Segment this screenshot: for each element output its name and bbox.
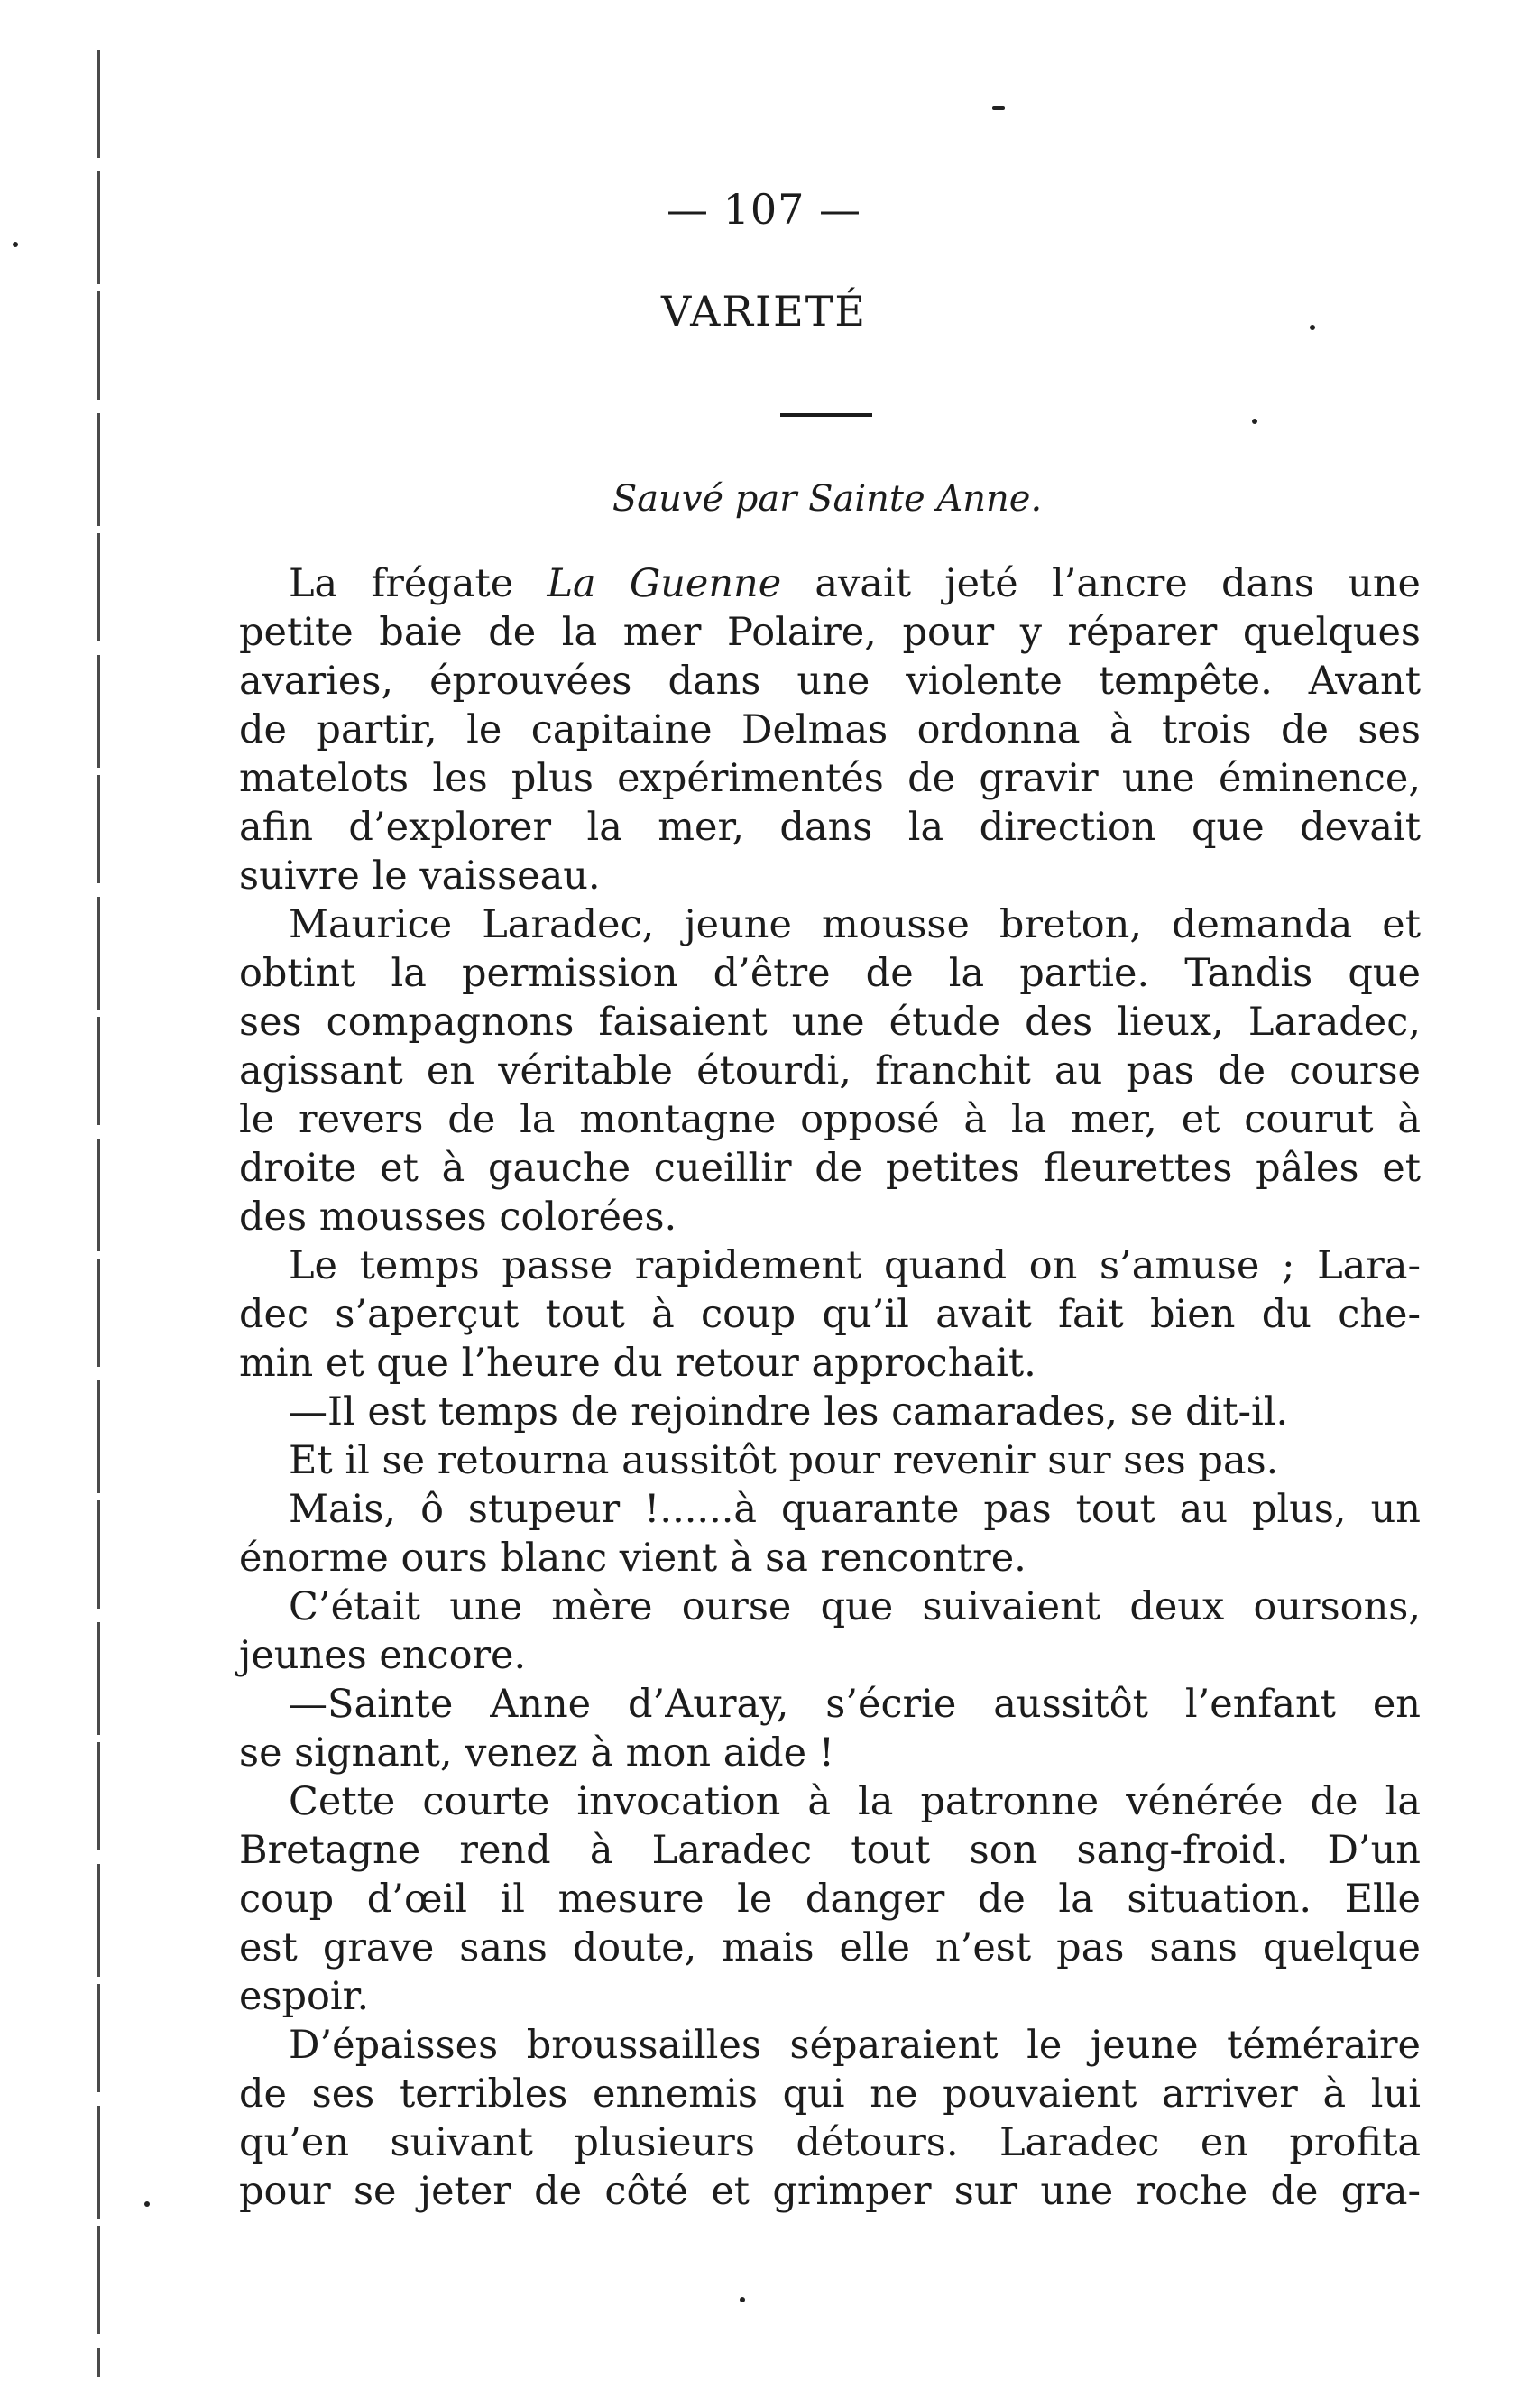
story-subtitle: Sauvé par Sainte Anne. bbox=[612, 478, 1043, 520]
text-line: de ses terribles ennemis qui ne pouvaient arriver à lui bbox=[239, 2071, 1421, 2117]
text-line: matelots les plus expérimentés de gravir une éminence, bbox=[239, 756, 1421, 801]
title-rule bbox=[780, 413, 872, 417]
ink-speck bbox=[740, 2297, 745, 2302]
text-line: afin d’explorer la mer, dans la direction que devait bbox=[239, 805, 1421, 850]
page-number: — 107 — bbox=[666, 185, 862, 234]
text-fragment: La frégate bbox=[289, 561, 548, 606]
text-line: se signant, venez à mon aide ! bbox=[239, 1730, 835, 1776]
ink-speck bbox=[992, 106, 1005, 110]
text-line: le revers de la montagne opposé à la mer, et courut à bbox=[239, 1097, 1421, 1142]
text-line: suivre le vaisseau. bbox=[239, 853, 601, 899]
section-title: VARIETÉ bbox=[661, 287, 867, 336]
text-line: D’épaisses broussailles séparaient le jeune téméraire bbox=[289, 2023, 1421, 2068]
text-line: énorme ours blanc vient à sa rencontre. bbox=[239, 1536, 1026, 1581]
text-line: espoir. bbox=[239, 1974, 370, 2019]
text-line: qu’en suivant plusieurs détours. Laradec en profita bbox=[239, 2120, 1421, 2165]
ink-speck bbox=[144, 2201, 150, 2207]
ink-speck bbox=[13, 242, 18, 247]
text-line: pour se jeter de côté et grimper sur une roche de gra- bbox=[239, 2169, 1421, 2214]
text-line: coup d’œil il mesure le danger de la situation. Elle bbox=[239, 1877, 1421, 1922]
text-line: —Il est temps de rejoindre les camarades, se dit-il. bbox=[289, 1389, 1289, 1435]
text-line: jeunes encore. bbox=[239, 1633, 527, 1678]
text-line: des mousses colorées. bbox=[239, 1195, 677, 1240]
body-text bbox=[239, 559, 1421, 2216]
text-line: est grave sans doute, mais elle n’est pas sans quelque bbox=[239, 1925, 1421, 1970]
text-line: dec s’aperçut tout à coup qu’il avait fait bien du che- bbox=[239, 1292, 1421, 1337]
text-line: de partir, le capitaine Delmas ordonna à trois de ses bbox=[239, 707, 1421, 752]
text-line: Et il se retourna aussitôt pour revenir sur ses pas. bbox=[289, 1438, 1279, 1483]
text-line: min et que l’heure du retour approchait. bbox=[239, 1341, 1036, 1386]
text-line: Maurice Laradec, jeune mousse breton, demanda et bbox=[289, 902, 1421, 947]
text-line: petite baie de la mer Polaire, pour y réparer quelques bbox=[239, 610, 1421, 655]
text-line: C’était une mère ourse que suivaient deux oursons, bbox=[289, 1584, 1421, 1629]
ink-speck bbox=[1252, 419, 1257, 424]
page-binding-edge bbox=[97, 50, 100, 2377]
text-line: avaries, éprouvées dans une violente tempête. Avant bbox=[239, 659, 1421, 704]
text-line: Cette courte invocation à la patronne vénérée de la bbox=[289, 1779, 1421, 1824]
text-line: droite et à gauche cueillir de petites fleurettes pâles et bbox=[239, 1146, 1421, 1191]
text-line: Bretagne rend à Laradec tout son sang-froid. D’un bbox=[239, 1828, 1421, 1873]
text-line: ses compagnons faisaient une étude des lieux, Laradec, bbox=[239, 1000, 1421, 1045]
ship-name: La Guenne bbox=[547, 561, 782, 606]
text-line: Le temps passe rapidement quand on s’amuse ; Lara- bbox=[289, 1243, 1421, 1288]
text-line: obtint la permission d’être de la partie. Tandis que bbox=[239, 951, 1421, 996]
text-line: Mais, ô stupeur !......à quarante pas tout au plus, un bbox=[289, 1487, 1421, 1532]
text-line: —Sainte Anne d’Auray, s’écrie aussitôt l’enfant en bbox=[289, 1682, 1421, 1727]
text-fragment: avait jeté l’ancre dans une bbox=[781, 561, 1422, 606]
text-line: agissant en véritable étourdi, franchit au pas de course bbox=[239, 1048, 1421, 1093]
text-line bbox=[239, 559, 1421, 608]
